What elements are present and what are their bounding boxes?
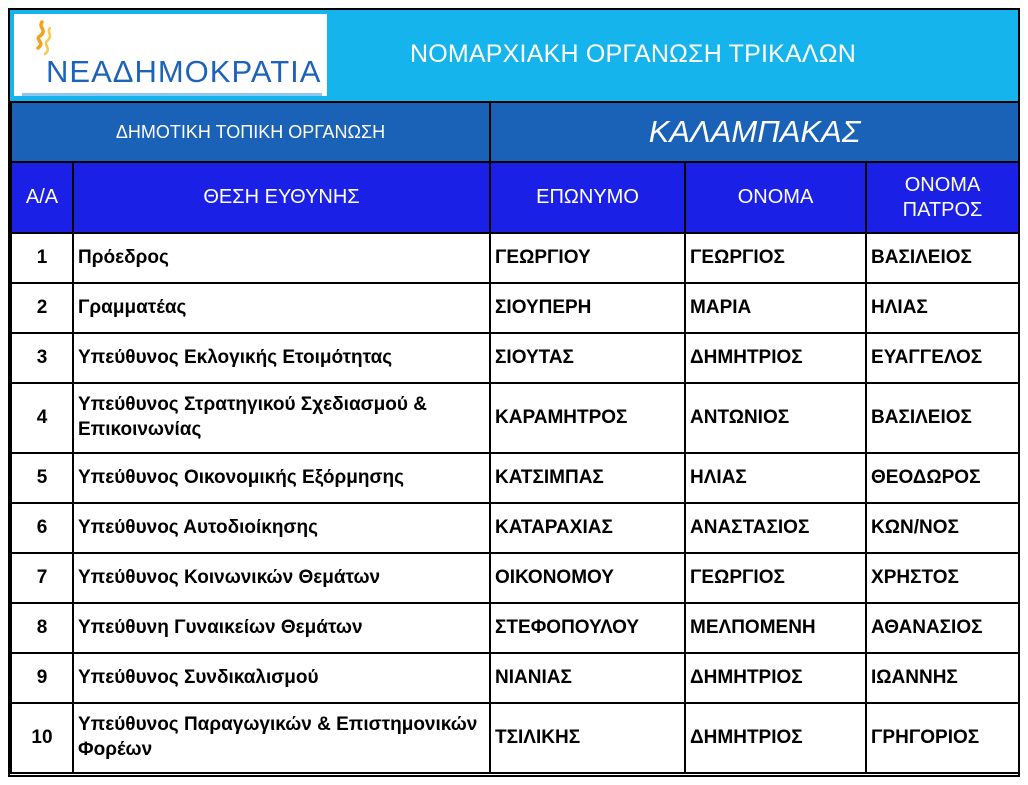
table-row: [11, 503, 1019, 553]
row-father: ΕΥΑΓΓΕΛΟΣ: [866, 333, 1019, 383]
row-position: Πρόεδρος: [73, 233, 490, 283]
table-row: [11, 283, 1019, 333]
officers-table: [10, 101, 1020, 774]
col-header-surname: ΕΠΩΝΥΜΟ: [490, 162, 685, 233]
row-number: 2: [11, 283, 73, 333]
row-surname: ΟΙΚΟΝΟΜΟΥ: [490, 553, 685, 603]
row-number: 10: [11, 703, 73, 773]
row-father: ΗΛΙΑΣ: [866, 283, 1019, 333]
col-header-aa: Α/Α: [11, 162, 73, 233]
row-name: ΔΗΜΗΤΡΙΟΣ: [685, 653, 866, 703]
row-position: Υπεύθυνος Οικονομικής Εξόρμησης: [73, 453, 490, 503]
row-name: ΑΝΤΩΝΙΟΣ: [685, 383, 866, 453]
row-position: Υπεύθυνος Παραγωγικών & Επιστημονικών Φορέων: [73, 703, 490, 773]
row-number: 1: [11, 233, 73, 283]
row-surname: ΚΑΤΑΡΑΧΙΑΣ: [490, 503, 685, 553]
row-surname: ΚΑΤΣΙΜΠΑΣ: [490, 453, 685, 503]
row-number: 5: [11, 453, 73, 503]
row-position: Υπεύθυνος Εκλογικής Ετοιμότητας: [73, 333, 490, 383]
row-name: ΜΕΛΠΟΜΕΝΗ: [685, 603, 866, 653]
col-header-position: ΘΕΣΗ ΕΥΘΥΝΗΣ: [73, 162, 490, 233]
table-row: [11, 383, 1019, 453]
row-surname: ΓΕΩΡΓΙΟΥ: [490, 233, 685, 283]
subheader-row: [11, 102, 1019, 162]
row-father: ΑΘΑΝΑΣΙΟΣ: [866, 603, 1019, 653]
row-number: 8: [11, 603, 73, 653]
col-header-father: [866, 162, 1019, 233]
row-father: ΚΩΝ/ΝΟΣ: [866, 503, 1019, 553]
table-row: [11, 603, 1019, 653]
row-number: 4: [11, 383, 73, 453]
row-position: Υπεύθυνος Στρατηγικού Σχεδιασμού & Επικοινωνίας: [73, 383, 490, 453]
row-position: Υπεύθυνος Κοινωνικών Θεμάτων: [73, 553, 490, 603]
row-name: ΓΕΩΡΓΙΟΣ: [685, 233, 866, 283]
table-row: [11, 333, 1019, 383]
col-header-father-line1: ΟΝΟΜΑ: [904, 173, 981, 196]
row-father: ΒΑΣΙΛΕΙΟΣ: [866, 233, 1019, 283]
subheader-place: ΚΑΛΑΜΠΑΚΑΣ: [490, 102, 1019, 162]
row-position: Γραμματέας: [73, 283, 490, 333]
col-header-name: ΟΝΟΜΑ: [685, 162, 866, 233]
row-surname: ΣΙΟΥΠΕΡΗ: [490, 283, 685, 333]
row-position: Υπεύθυνος Αυτοδιοίκησης: [73, 503, 490, 553]
table-row: [11, 703, 1019, 773]
row-name: ΗΛΙΑΣ: [685, 453, 866, 503]
row-position: Υπεύθυνος Συνδικαλισμού: [73, 653, 490, 703]
party-logo: [14, 14, 327, 96]
row-surname: ΣΤΕΦΟΠΟΥΛΟΥ: [490, 603, 685, 653]
row-father: ΧΡΗΣΤΟΣ: [866, 553, 1019, 603]
table-row: [11, 653, 1019, 703]
logo-wordmark: ΝΕΑΔΗΜΟΚΡΑΤΙΑ: [46, 54, 322, 89]
row-surname: ΤΣΙΛΙΚΗΣ: [490, 703, 685, 773]
row-position: Υπεύθυνη Γυναικείων Θεμάτων: [73, 603, 490, 653]
row-name: ΔΗΜΗΤΡΙΟΣ: [685, 333, 866, 383]
row-father: ΙΩΑΝΝΗΣ: [866, 653, 1019, 703]
row-surname: ΝΙΑΝΙΑΣ: [490, 653, 685, 703]
table-row: [11, 453, 1019, 503]
header-bar: [10, 10, 1018, 101]
org-chart-sheet: [8, 8, 1020, 777]
row-number: 9: [11, 653, 73, 703]
row-name: ΜΑΡΙΑ: [685, 283, 866, 333]
row-father: ΓΡΗΓΟΡΙΟΣ: [866, 703, 1019, 773]
row-name: ΔΗΜΗΤΡΙΟΣ: [685, 703, 866, 773]
row-father: ΒΑΣΙΛΕΙΟΣ: [866, 383, 1019, 453]
row-number: 7: [11, 553, 73, 603]
row-name: ΑΝΑΣΤΑΣΙΟΣ: [685, 503, 866, 553]
col-header-father-line2: ΠΑΤΡΟΣ: [902, 198, 983, 221]
row-father: ΘΕΟΔΩΡΟΣ: [866, 453, 1019, 503]
row-number: 3: [11, 333, 73, 383]
table-row: [11, 233, 1019, 283]
row-name: ΓΕΩΡΓΙΟΣ: [685, 553, 866, 603]
subheader-label: ΔΗΜΟΤΙΚΗ ΤΟΠΙΚΗ ΟΡΓΑΝΩΣΗ: [11, 102, 490, 162]
page-title: ΝΟΜΑΡΧΙΑΚΗ ΟΡΓΑΝΩΣΗ ΤΡΙΚΑΛΩΝ: [410, 40, 856, 68]
table-row: [11, 553, 1019, 603]
logo-underline: [22, 93, 322, 96]
row-number: 6: [11, 503, 73, 553]
column-header-row: [11, 162, 1019, 233]
row-surname: ΣΙΟΥΤΑΣ: [490, 333, 685, 383]
row-surname: ΚΑΡΑΜΗΤΡΟΣ: [490, 383, 685, 453]
